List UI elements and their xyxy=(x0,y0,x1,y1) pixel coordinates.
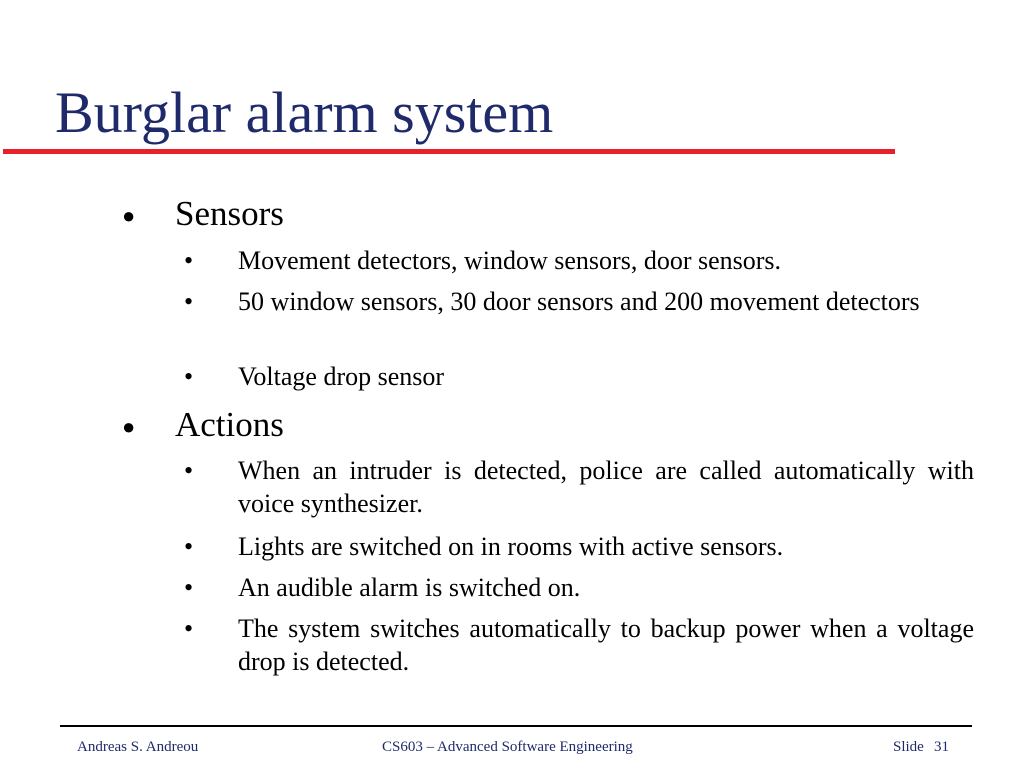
item-bullet-icon: • xyxy=(184,287,194,316)
footer-divider xyxy=(60,725,972,727)
item-bullet-icon: • xyxy=(184,456,194,485)
list-item: Movement detectors, window sensors, door sensors. xyxy=(238,246,782,275)
item-bullet-icon: • xyxy=(184,573,194,602)
section-heading-actions: Actions xyxy=(175,405,284,444)
section-heading-sensors: Sensors xyxy=(175,194,284,233)
list-item: The system switches automatically to backup power when a voltage drop is detected. xyxy=(238,614,974,676)
section-bullet-icon: ● xyxy=(122,414,136,439)
item-bullet-icon: • xyxy=(184,614,194,643)
footer-slide-number: 31 xyxy=(934,739,949,755)
item-bullet-icon: • xyxy=(184,532,194,561)
item-bullet-icon: • xyxy=(184,246,194,275)
footer-slide-label: Slide xyxy=(893,739,924,755)
footer-course: CS603 – Advanced Software Engineering xyxy=(382,739,633,755)
list-item: Voltage drop sensor xyxy=(238,362,445,391)
footer-author: Andreas S. Andreou xyxy=(77,739,199,755)
list-item: An audible alarm is switched on. xyxy=(238,573,581,602)
item-bullet-icon: • xyxy=(184,362,194,391)
list-item: 50 window sensors, 30 door sensors and 200 movement detectors xyxy=(238,287,920,316)
section-bullet-icon: ● xyxy=(122,203,136,228)
slide-title: Burglar alarm system xyxy=(55,80,554,145)
list-item: Lights are switched on in rooms with active sensors. xyxy=(238,532,784,561)
list-item: When an intruder is detected, police are called automatically with voice synthesizer. xyxy=(238,456,974,518)
